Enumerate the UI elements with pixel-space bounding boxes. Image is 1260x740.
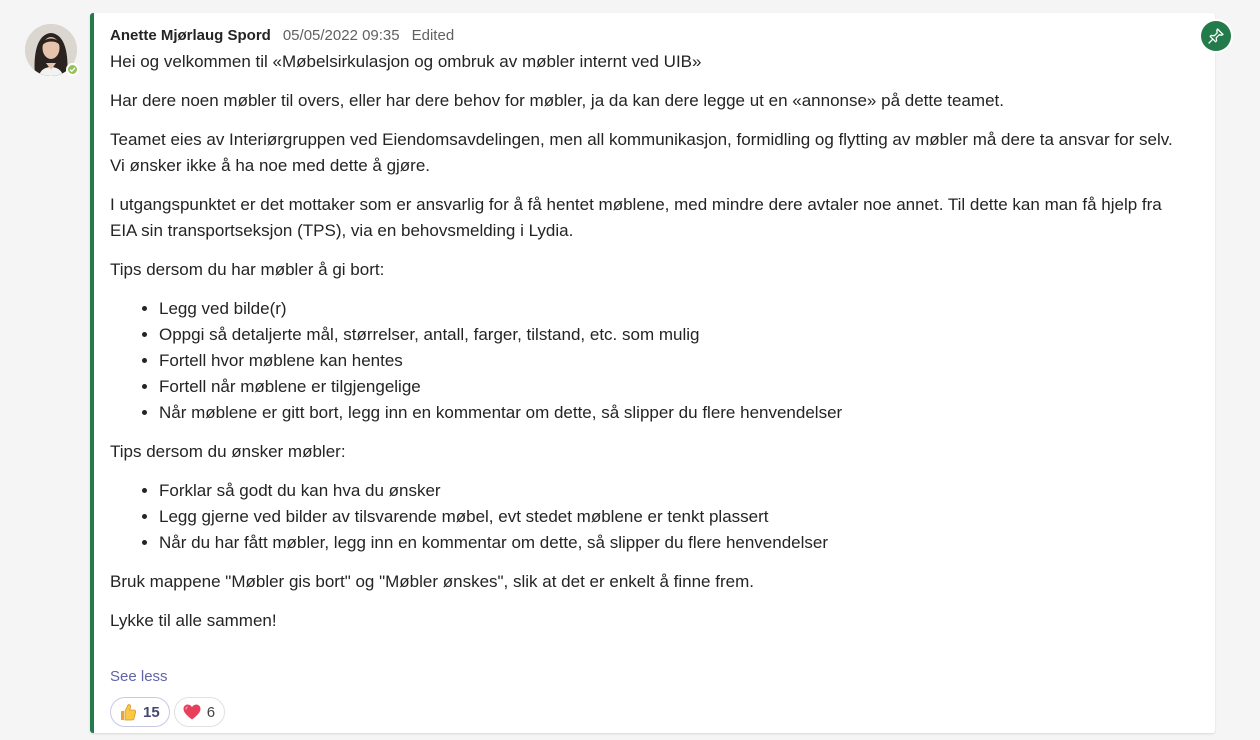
list-item: • Fortell når møblene er tilgjengelige (159, 374, 1190, 400)
list-item: • Fortell hvor møblene kan hentes (159, 348, 1190, 374)
pin-icon (1207, 27, 1225, 45)
message-header (110, 25, 1190, 47)
reaction-like-count: 15 (143, 703, 160, 721)
tips-give-list (110, 296, 1190, 426)
tips-want-list (110, 478, 1190, 556)
pin-button[interactable] (1201, 21, 1231, 51)
reaction-heart-count: 6 (206, 703, 216, 721)
heart-icon (182, 702, 202, 722)
message-timestamp: 05/05/2022 09:35 (282, 27, 400, 44)
paragraph-intro: Hei og velkommen til «Møbelsirkulasjon og ombruk av møbler internt ved UIB» (110, 52, 702, 71)
see-less-link[interactable]: See less (110, 668, 168, 685)
paragraph-folders: Bruk mappene "Møbler gis bort" og "Møbler ønskes", slik at det er enkelt å finne frem. (110, 572, 754, 591)
message-card (90, 13, 1215, 733)
list-item: • Når du har fått møbler, legg inn en kommentar om dette, så slipper du flere henvendelser (159, 530, 1190, 556)
tips-want-heading: Tips dersom du ønsker møbler: (110, 442, 346, 461)
paragraph-2: Teamet eies av Interiørgruppen ved Eiendomsavdelingen, men all kommunikasjon, formidling og flytting av møbler må dere ta ansvar for selv. Vi ønsker ikke å ha noe med dette å gjøre. (110, 130, 1173, 175)
list-item: • Legg gjerne ved bilder av tilsvarende møbel, evt stedet møblene er tenkt plassert (159, 504, 1190, 530)
edited-label: Edited (411, 27, 455, 44)
avatar[interactable] (25, 24, 77, 76)
list-item: • Når møblene er gitt bort, legg inn en kommentar om dette, så slipper du flere henvendelser (159, 400, 1190, 426)
paragraph-closing: Lykke til alle sammen! (110, 611, 277, 630)
author-name[interactable]: Anette Mjørlaug Spord (110, 27, 271, 44)
message-body (110, 49, 1190, 634)
reaction-heart-button[interactable] (174, 697, 225, 727)
paragraph-1: Har dere noen møbler til overs, eller har dere behov for møbler, ja da kan dere legge ut en «annonse» på dette teamet. (110, 91, 1004, 110)
thumbs-up-icon (118, 702, 138, 722)
list-item: • Forklar så godt du kan hva du ønsker (159, 478, 1190, 504)
tips-give-heading: Tips dersom du har møbler å gi bort: (110, 260, 385, 279)
message-content (110, 25, 1190, 727)
paragraph-3: I utgangspunktet er det mottaker som er ansvarlig for å få hentet møblene, med mindre dere avtaler noe annet. Til dette kan man få hjelp fra EIA sin transportseksjon (TPS), via en behovsmelding i Lydia. (110, 195, 1162, 240)
list-item: • Legg ved bilde(r) (159, 296, 1190, 322)
reactions-bar (110, 697, 1190, 727)
list-item: • Oppgi så detaljerte mål, størrelser, antall, farger, tilstand, etc. som mulig (159, 322, 1190, 348)
message-accent-bar (90, 13, 94, 733)
presence-available-icon (66, 63, 79, 76)
reaction-like-button[interactable] (110, 697, 170, 727)
